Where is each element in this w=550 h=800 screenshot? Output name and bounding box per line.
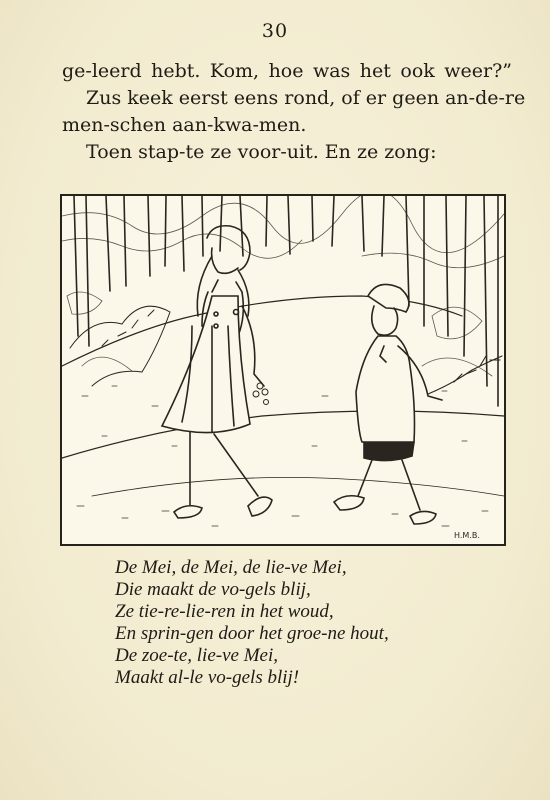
background-trees xyxy=(74,196,498,406)
foliage-hatching xyxy=(62,196,504,376)
poem-verse: Maakt al-le vo-gels blij! xyxy=(115,667,300,688)
prose-line: Toen stap-te ze voor-uit. En ze zong: xyxy=(86,141,437,163)
forest-path xyxy=(62,296,504,496)
illustration-girl-and-boy-walking xyxy=(60,194,506,546)
left-bush xyxy=(70,306,170,386)
poem-verse: De Mei, de Mei, de lie-ve Mei, xyxy=(115,557,347,578)
ground-stipple xyxy=(77,386,488,526)
page-number: 30 xyxy=(261,20,289,42)
boy-figure xyxy=(334,284,442,524)
illustration-drawing xyxy=(62,196,504,544)
artist-signature: H.M.B. xyxy=(454,531,480,540)
prose-paragraphs xyxy=(62,58,526,166)
poem-verse: Die maakt de vo-gels blij, xyxy=(115,579,311,600)
prose-line: ge-leerd hebt. Kom, hoe was het ook weer?” xyxy=(62,60,512,82)
girl-figure xyxy=(162,226,272,518)
poem-verse: Ze tie-re-lie-ren in het woud, xyxy=(115,601,334,622)
prose-line: men-schen aan-kwa-men. xyxy=(62,114,307,136)
prose-line: Zus keek eerst eens rond, of er geen an-de-re xyxy=(86,87,526,109)
poem-verse: De zoe-te, lie-ve Mei, xyxy=(115,645,278,666)
poem xyxy=(115,557,495,689)
flower-bouquet xyxy=(253,383,269,405)
poem-verse: En sprin-gen door het groe-ne hout, xyxy=(115,623,389,644)
